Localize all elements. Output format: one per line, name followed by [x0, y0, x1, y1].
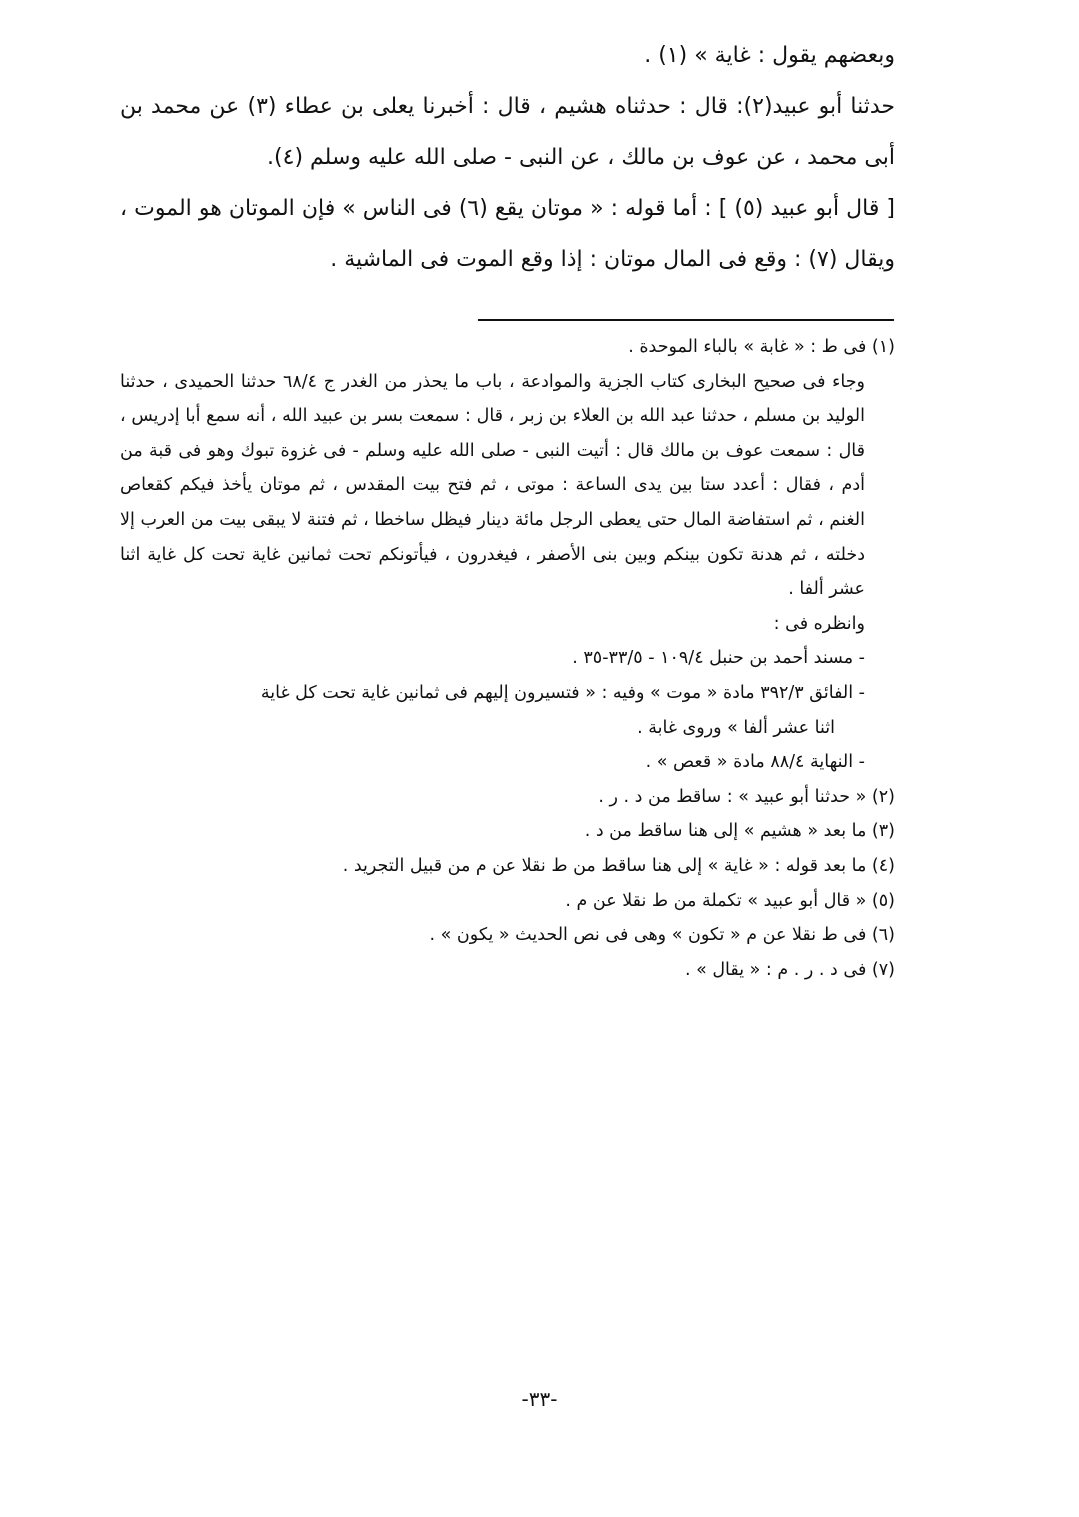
footnote: اثنا عشر ألفا » وروى غابة .	[637, 717, 835, 738]
footnotes	[120, 330, 895, 987]
footnote: (١) فى ط : « غابة » بالباء الموحدة .	[628, 337, 895, 357]
footnote: (٧) فى د . ر . م : « يقال » .	[684, 959, 895, 980]
footnote: - النهاية ٨٨/٤ مادة « قعص » .	[645, 752, 865, 773]
footnote: - الفائق ٣٩٢/٣ مادة « موت » وفيه : « فتسيرون إليهم فى ثمانين غاية تحت كل غاية	[260, 682, 865, 703]
footnote: وجاء فى صحيح البخارى كتاب الجزية والموادعة ، باب ما يحذر من الغدر ج ٦٨/٤ حدثنا الحميدى ، حدثنا الوليد بن مسلم ، حدثنا عبد الله بن العلاء بن زبر ، قال : سمعت بسر بن عبيد الله ، أنه سمع أبا إدريس ، قال : سمعت عوف بن مالك قال : أتيت النبى - صلى الله عليه وسلم - فى غزوة تبوك وهو فى قبة من أدم ، فقال : أعدد ستا بين يدى الساعة : موتى ، ثم فتح بيت المقدس ، ثم موتان يأخذ فيكم كقعاص الغنم ، ثم استفاضة المال حتى يعطى الرجل مائة دينار فيظل ساخطا ، ثم فتنة لا يبقى بيت من العرب إلا دخلته ، ثم هدنة تكون بينكم وبين بنى الأصفر ، فيغدرون ، فيأتونكم تحت ثمانين غاية تحت كل غاية اثنا عشر ألفا .	[120, 371, 865, 600]
main-paragraph: وبعضهم يقول : غاية » (١) .	[644, 43, 895, 68]
footnote: (٦) فى ط نقلا عن م « تكون » وهى فى نص الحديث « يكون » .	[429, 925, 895, 946]
page-number: -٣٣-	[521, 1387, 558, 1411]
footnote: (٣) ما بعد « هشيم » إلى هنا ساقط من د .	[584, 821, 895, 842]
main-paragraph: [ قال أبو عبيد (٥) ] : أما قوله : « موتان يقع (٦) فى الناس » فإن الموتان هو الموت ، ويقال (٧) : وقع فى المال موتان : إذا وقع الموت فى الماشية .	[120, 196, 895, 272]
footnote: وانظره فى :	[773, 613, 865, 634]
footnote: - مسند أحمد بن حنبل ١٠٩/٤ - ٣٣/٥-٣٥ .	[572, 648, 865, 669]
footnote: (٥) « قال أبو عبيد » تكملة من ط نقلا عن م .	[565, 890, 895, 911]
main-text	[120, 30, 895, 285]
main-paragraph: حدثنا أبو عبيد(٢): قال : حدثناه هشيم ، قال : أخبرنا يعلى بن عطاء (٣) عن محمد بن أبى محمد ، عن عوف بن مالك ، عن النبى - صلى الله عليه وسلم (٤).	[120, 94, 896, 170]
footnote: (٢) « حدثنا أبو عبيد » : ساقط من د . ر .	[598, 786, 895, 807]
footnote-separator	[478, 319, 894, 321]
footnote: (٤) ما بعد قوله : « غاية » إلى هنا ساقط من ط نقلا عن م من قبيل التجريد .	[342, 855, 895, 876]
